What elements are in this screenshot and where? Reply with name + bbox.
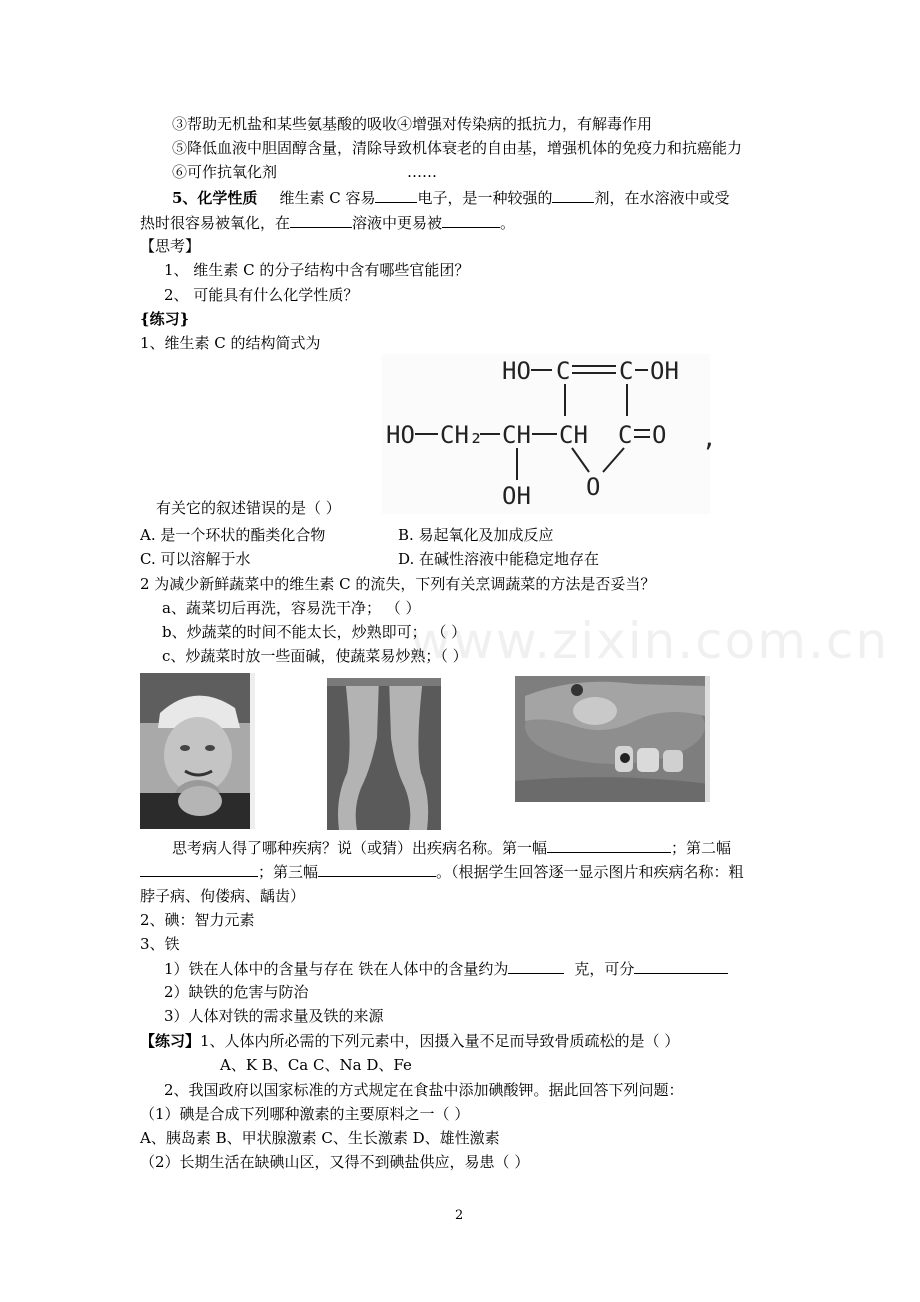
think-heading: 【思考】 [140,237,201,255]
photo-tooth-decay [515,676,710,802]
ho-top-label: HO [502,357,531,385]
goiter-illustration [140,673,255,829]
ch-a-label: CH [502,421,531,449]
blank-field[interactable] [375,187,417,203]
section-5-line-2 [140,212,515,233]
blank-field[interactable] [290,212,352,228]
iron-heading: 3、铁 [140,935,180,953]
blank-field[interactable] [552,187,594,203]
disease-note: 。（根据学生回答逐一显示图片和疾病名称：粗 [436,863,744,881]
disease-third-label: ；第三幅 [258,863,319,881]
s5-text-e: 溶液中更易被 [352,214,443,232]
oh-top-label: OH [650,357,679,385]
o-ring-label: O [586,473,601,501]
iron-item-1-text: 1）铁在人体中的含量与存在 铁在人体中的含量约为 [164,960,509,978]
option-b: B. 易起氧化及加成反应 [398,526,554,544]
c-carbonyl-label: C [618,421,633,449]
question-2b: b、炒蔬菜的时间不能太长，炒熟即可； （ ） [162,623,467,641]
tooth-decay-illustration [515,676,710,802]
c-top-1-label: C [556,357,571,385]
section-5-heading: 5、化学性质 [172,189,258,207]
blank-field[interactable] [140,861,258,877]
ch-b-label: CH [559,421,588,449]
vitc-function-line-2: ⑤降低血液中胆固醇含量，清除导致机体衰老的自由基，增强机体的免疫力和抗癌能力 [172,139,743,157]
iron-item-2: 2）缺铁的危害与防治 [164,983,309,1001]
disease-second-label: ；第二幅 [671,839,732,857]
option-d: D. 在碱性溶液中能稳定地存在 [398,550,600,568]
watermark: www.zixin.com.cn [410,612,890,670]
s5-text-f: 。 [500,214,516,232]
iron-item-3: 3）人体对铁的需求量及铁的来源 [164,1007,384,1025]
disease-line-2 [140,861,744,882]
comma-label: , [702,424,717,452]
think-question-2: 2、 可能具有什么化学性质？ [164,286,359,304]
question-2c: c、炒蔬菜时放一些面碱，使蔬菜易炒熟；（ ） [162,647,468,665]
exercise-1-options: A、K B、Ca C、Na D、Fe [220,1056,412,1074]
vitc-function-line-1: ③帮助无机盐和某些氨基酸的吸收④增强对传染病的抵抗力，有解毒作用 [172,115,653,133]
exercise-question-2: 2、我国政府以国家标准的方式规定在食盐中添加碘酸钾。据此回答下列问题： [164,1081,684,1099]
vitamin-c-structure-diagram [382,354,717,516]
option-a: A. 是一个环状的酯类化合物 [140,526,326,544]
rickets-illustration [327,678,441,830]
s5-text-b: 电子，是一种较强的 [417,189,553,207]
exercise-question-2-1: （1）碘是合成下列哪种激素的主要原料之一（ ） [140,1105,470,1123]
exercise-line-1 [140,1031,679,1051]
ho-left-label: HO [386,421,415,449]
exercise-question-2-1-options: A、胰岛素 B、甲状腺激素 C、生长激素 D、雄性激素 [140,1129,500,1147]
iron-item-1 [164,958,728,979]
practice-heading: {练习} [140,310,190,328]
disease-line-3: 脖子病、佝偻病、龋齿） [140,887,306,905]
photo-rickets [327,678,441,830]
photo-goiter [140,673,255,829]
s5-text-d: 热时很容易被氧化，在 [140,214,291,232]
exercise-question-1: 1、人体内所必需的下列元素中，因摄入量不足而导致骨质疏松的是（ ） [200,1032,680,1050]
ch2-label: CH₂ [440,421,484,449]
page-number: 2 [455,1208,464,1223]
exercise-question-2-2: （2）长期生活在缺碘山区，又得不到碘盐供应，易患（ ） [140,1153,530,1171]
o-carbonyl-label: O [652,421,667,449]
blank-field[interactable] [318,861,436,877]
s5-text-c: 剂，在水溶液中或受 [594,189,730,207]
iron-item-1-unit: 克，可分 [574,960,635,978]
think-question-1: 1、 维生素 C 的分子结构中含有哪些官能团？ [164,261,470,279]
function-6: ⑥可作抗氧化剂 [172,163,278,181]
exercise-heading: 【练习】 [140,1032,201,1050]
question-2: 2 为减少新鲜蔬菜中的维生素 C 的流失，下列有关烹调蔬菜的方法是否妥当？ [140,575,656,593]
blank-field[interactable] [634,958,728,974]
c-top-2-label: C [619,357,634,385]
blank-field[interactable] [442,212,500,228]
ellipsis: …… [407,163,438,181]
practice-question-1-prompt: 有关它的叙述错误的是（ ） [156,499,341,517]
vitc-function-line-3 [172,162,437,182]
option-c: C. 可以溶解于水 [140,550,251,568]
question-2a: a、蔬菜切后再洗，容易洗干净； （ ） [162,599,421,617]
iodine-heading: 2、碘：智力元素 [140,911,255,929]
practice-question-1: 1、维生素 C 的结构简式为 [140,334,321,352]
disease-line-1 [172,837,731,858]
disease-prompt: 思考病人得了哪种疾病？说（或猜）出疾病名称。第一幅 [172,839,548,857]
s5-text-a: 维生素 C 容易 [279,189,376,207]
blank-field[interactable] [508,958,564,974]
section-5-line-1 [172,187,730,208]
oh-bottom-label: OH [502,482,531,510]
blank-field[interactable] [547,837,671,853]
